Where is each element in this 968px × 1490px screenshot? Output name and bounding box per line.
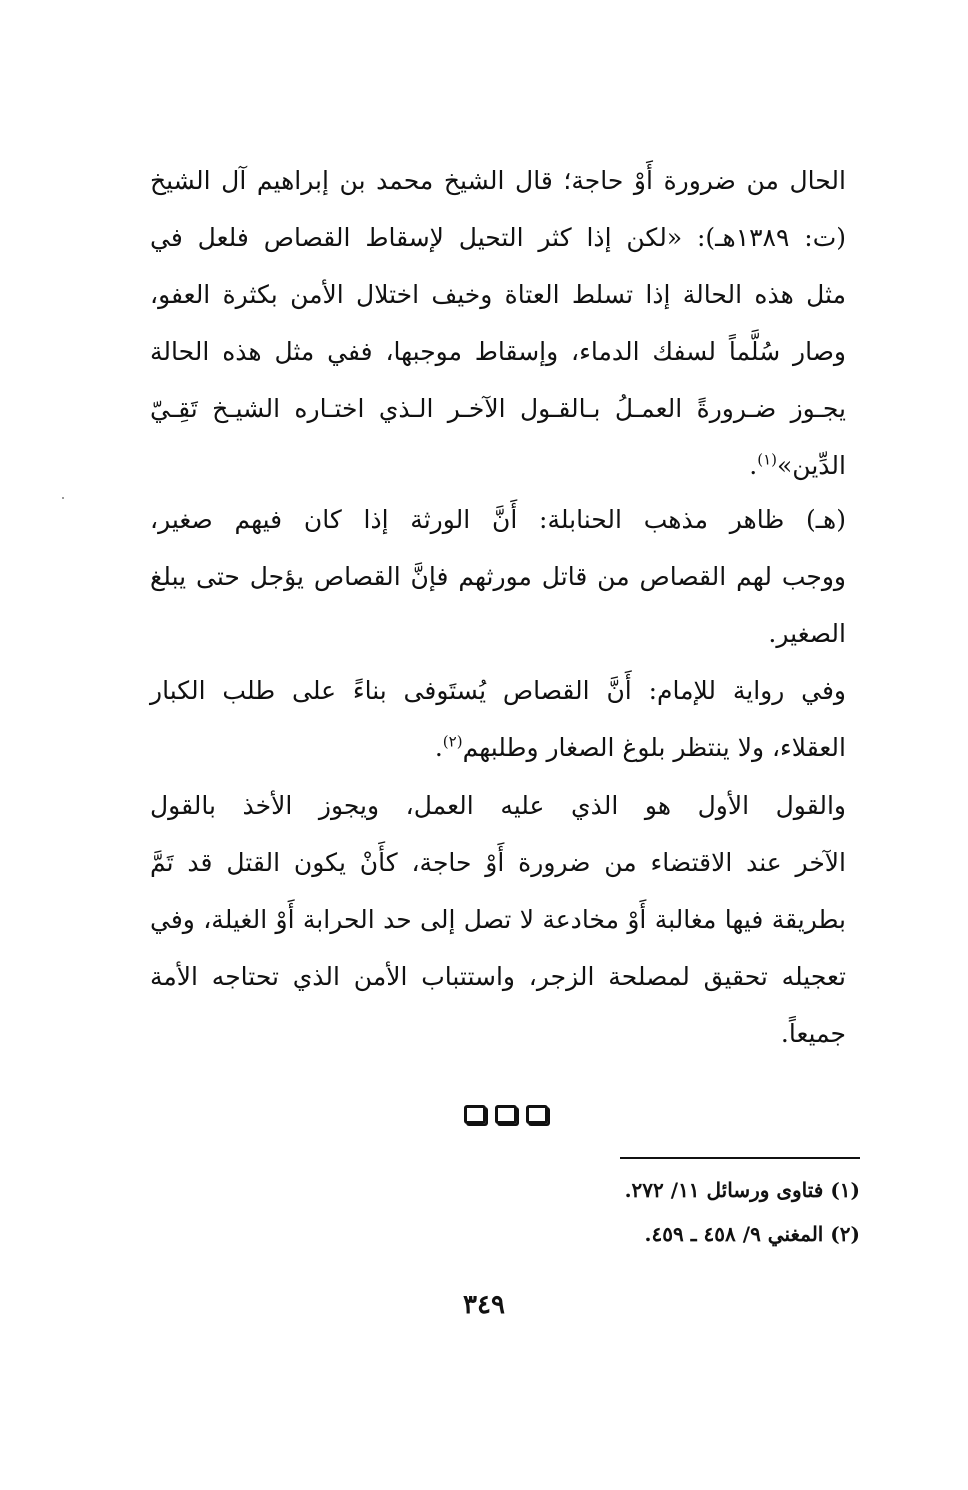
footnote-1: (١) فتاوى ورسائل ١١/ ٢٧٢.: [624, 1178, 860, 1202]
square-ornament-icon: [495, 1105, 517, 1124]
text-fragment: .: [749, 451, 758, 480]
text-line: ووجب لهم القصاص من قاتل مورثهم فإنَّ القصاص يؤجل حتى يبلغ: [150, 562, 846, 591]
paragraph-3: [150, 662, 846, 776]
footnote-separator: [620, 1157, 860, 1159]
footnote-2: (٢) المغني ٩/ ٤٥٨ ـ ٤٥٩.: [644, 1222, 860, 1246]
text-fragment: الدِّين»: [777, 451, 846, 480]
text-line: (ت: ١٣٨٩هـ): «لكن إذا كثر التحيل لإسقاط القصاص فلعل في: [150, 223, 846, 252]
text-line-last: جميعاً.: [780, 1019, 846, 1048]
text-line-last: [150, 719, 846, 776]
text-line: الآخر عند الاقتضاء من ضرورة أَوْ حاجة، كأَنْ يكون القتل قد تَمَّ: [150, 848, 846, 877]
text-line: الحال من ضرورة أَوْ حاجة؛ قال الشيخ محمد بن إبراهيم آل الشيخ: [150, 166, 846, 195]
text-line: وفي رواية للإمام: أَنَّ القصاص يُستَوفى بناءً على طلب الكبار: [150, 676, 846, 705]
paragraph-2: [150, 491, 846, 662]
text-line-last: [150, 437, 846, 494]
text-line: مثل هذه الحالة إذا تسلط العتاة وخيف اختلال الأمن بكثرة العفو،: [150, 280, 846, 309]
text-line: يجـوز ضـرورةً العمـلُ بـالقـول الآخـر الـذي اختـاره الشيـخ تَقِـيّ: [150, 394, 846, 423]
text-line: تعجيله تحقيق لمصلحة الزجر، واستتباب الأمن الذي تحتاجه الأمة: [150, 962, 846, 991]
square-ornament-icon: [464, 1105, 486, 1124]
text-line: بطريقة فيها مغالبة أَوْ مخادعة لا تصل إلى حد الحرابة أَوْ الغيلة، وفي: [150, 905, 846, 934]
section-divider-ornament: [464, 1105, 548, 1124]
text-line: (هـ) ظاهر مذهب الحنابلة: أَنَّ الورثة إذا كان فيهم صغير،: [150, 505, 846, 534]
scan-speck: [62, 497, 64, 499]
square-ornament-icon: [526, 1105, 548, 1124]
paragraph-4: [150, 777, 846, 1062]
text-line: وصار سُلَّماً لسفك الدماء، وإسقاط موجبها، ففي مثل هذه الحالة: [150, 337, 846, 366]
footnotes: [430, 1168, 860, 1256]
text-line: والقول الأول هو الذي عليه العمل، ويجوز الأخذ بالقول: [150, 791, 846, 820]
paragraph-1: [150, 152, 846, 494]
text-fragment: .: [434, 733, 443, 762]
footnote-ref-1: (١): [757, 450, 778, 469]
text-fragment: العقلاء، ولا ينتظر بلوغ الصغار وطلبهم: [462, 733, 846, 762]
page-number: ٣٤٩: [463, 1290, 505, 1320]
footnote-ref-2: (٢): [442, 732, 463, 751]
text-line-last: الصغير.: [768, 619, 846, 648]
